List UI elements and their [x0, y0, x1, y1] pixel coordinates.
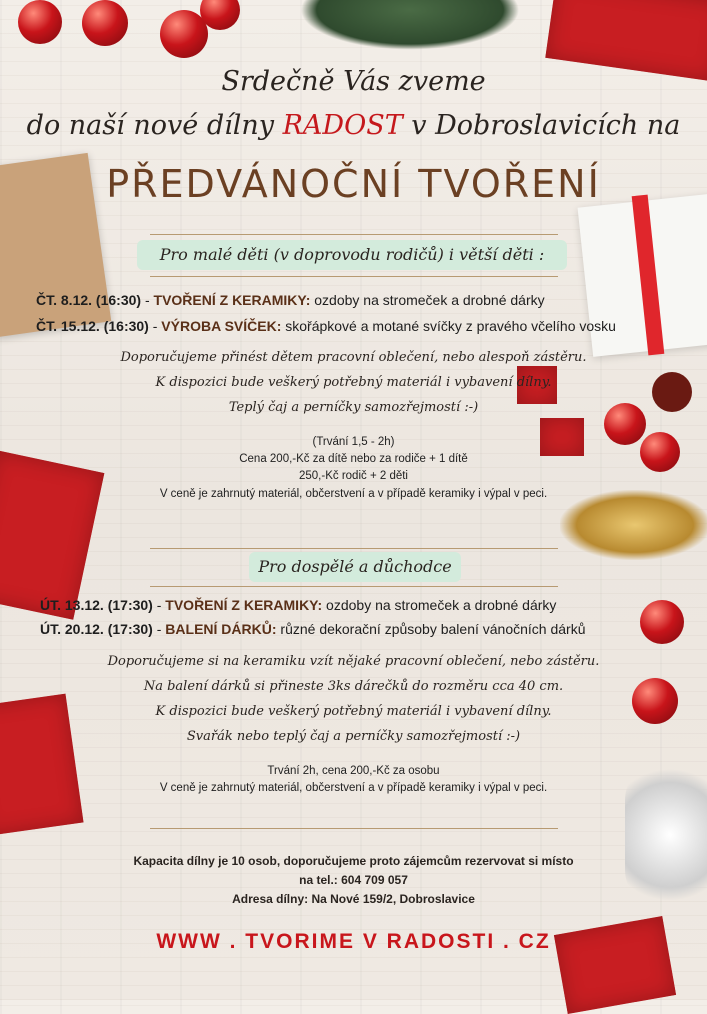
event-adults-1: ÚT. 13.12. (17:30) - TVOŘENÍ Z KERAMIKY: ozdoby na stromeček a drobné dárky: [40, 597, 557, 613]
event-date: ÚT. 20.12. (17:30): [40, 621, 153, 637]
event-title: TVOŘENÍ Z KERAMIKY:: [153, 292, 311, 308]
divider: [150, 548, 558, 549]
event-date: ČT. 15.12. (16:30): [36, 318, 149, 334]
kids-note-2: K dispozici bude veškerý potřebný materiál i vybavení dílny.: [155, 375, 552, 390]
capacity-text: Kapacita dílny je 10 osob, doporučujeme proto zájemcům rezervovat si místo: [133, 854, 574, 868]
event-title: VÝROBA SVÍČEK:: [161, 318, 282, 334]
event-title: BALENÍ DÁRKŮ:: [165, 621, 277, 637]
event-date: ÚT. 13.12. (17:30): [40, 597, 153, 613]
invite-line-2-pre: do naší nové dílny: [26, 110, 283, 141]
event-kids-2: ČT. 15.12. (16:30) - VÝROBA SVÍČEK: skořápkové a motané svíčky z pravého včelího vosku: [36, 318, 616, 334]
invite-line-1: Srdečně Vás zveme: [221, 66, 486, 97]
section-header-kids: Pro malé děti (v doprovodu rodičů) i větší děti :: [137, 240, 567, 270]
divider: [150, 276, 558, 277]
address-text: Adresa dílny: Na Nové 159/2, Dobroslavice: [232, 892, 475, 906]
event-desc: skořápkové a motané svíčky z pravého včelího vosku: [285, 318, 616, 334]
adults-note-4: Svařák nebo teplý čaj a perníčky samozřejmostí :-): [186, 729, 521, 744]
brand-name: RADOST: [282, 110, 403, 141]
kids-info-1: (Trvání 1,5 - 2h): [312, 436, 395, 448]
adults-note-2: Na balení dárků si přineste 3ks dárečků do rozměru cca 40 cm.: [143, 679, 564, 694]
event-kids-1: ČT. 8.12. (16:30) - TVOŘENÍ Z KERAMIKY: ozdoby na stromeček a drobné dárky: [36, 292, 545, 308]
phone-text: na tel.: 604 709 057: [299, 873, 408, 887]
ornament-icon: [640, 600, 684, 644]
event-desc: různé dekorační způsoby balení vánočních dárků: [280, 621, 586, 637]
kids-note-1: Doporučujeme přinést dětem pracovní oblečení, nebo alespoň zástěru.: [120, 350, 587, 365]
invite-line-2-post: v Dobroslavicích na: [402, 110, 681, 141]
event-date: ČT. 8.12. (16:30): [36, 292, 142, 308]
adults-info-1: Trvání 2h, cena 200,-Kč za osobu: [267, 765, 440, 777]
divider: [150, 234, 558, 235]
event-desc: ozdoby na stromeček a drobné dárky: [326, 597, 557, 613]
website-link[interactable]: WWW . TVORIME V RADOSTI . CZ: [156, 930, 551, 953]
page-title: PŘEDVÁNOČNÍ TVOŘENÍ: [106, 162, 601, 206]
gold-star-right: [560, 490, 707, 560]
event-desc: ozdoby na stromeček a drobné dárky: [314, 292, 545, 308]
kids-info-2: Cena 200,-Kč za dítě nebo za rodiče + 1 dítě: [239, 453, 468, 465]
divider: [150, 828, 558, 829]
ornament-icon: [82, 0, 128, 46]
section-header-adults: Pro dospělé a důchodce: [249, 552, 461, 582]
adults-info-2: V ceně je zahrnutý materiál, občerstvení a v případě keramiky i výpal v peci.: [159, 782, 548, 794]
divider: [150, 586, 558, 587]
ornament-icon: [18, 0, 62, 44]
adults-note-1: Doporučujeme si na keramiku vzít nějaké pracovní oblečení, nebo zástěru.: [107, 654, 600, 669]
event-adults-2: ÚT. 20.12. (17:30) - BALENÍ DÁRKŮ: různé dekorační způsoby balení vánočních dárků: [40, 621, 586, 637]
kids-info-4: V ceně je zahrnutý materiál, občerstvení a v případě keramiky i výpal v peci.: [159, 488, 548, 500]
kids-info-3: 250,-Kč rodič + 2 děti: [299, 470, 408, 482]
kids-note-3: Teplý čaj a perníčky samozřejmostí :-): [228, 400, 479, 415]
adults-note-3: K dispozici bude veškerý potřebný materiál i vybavení dílny.: [155, 704, 552, 719]
invite-line-2: [0, 110, 707, 141]
event-title: TVOŘENÍ Z KERAMIKY:: [165, 597, 323, 613]
pine-branch-top: [300, 0, 520, 50]
